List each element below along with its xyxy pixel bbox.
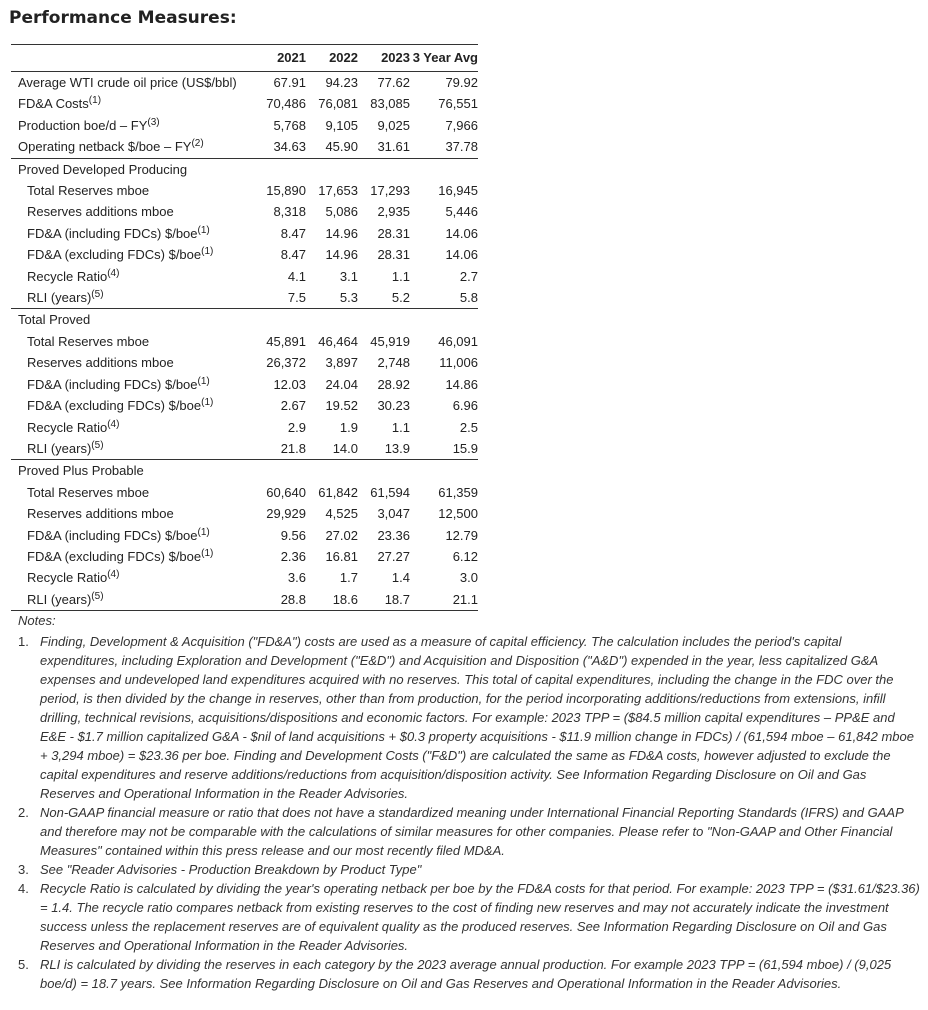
table-row [11, 201, 478, 222]
value-cell: 9,105 [325, 117, 358, 133]
row-label-text: FD&A (excluding FDCs) $/boe [27, 247, 202, 263]
value-cell: 31.61 [358, 136, 410, 158]
footnote-ref: (4) [107, 569, 120, 581]
value-cell: 3,897 [325, 355, 358, 371]
value-cell: 14.96 [325, 225, 358, 241]
notes-title: Notes: [18, 613, 56, 628]
value-cell: 3,047 [377, 506, 410, 522]
value-cell: 2.67 [280, 398, 306, 414]
section-title: Proved Developed Producing [18, 161, 188, 177]
row-label [11, 395, 251, 416]
row-label [11, 287, 251, 309]
row-label [11, 374, 251, 395]
table-row [11, 331, 478, 352]
value-cell: 76,081 [318, 96, 358, 112]
value-cell: 61,359 [438, 484, 478, 500]
footnote-ref: (2) [191, 138, 204, 150]
notes-list [18, 632, 922, 993]
footnote-ref: (1) [201, 547, 214, 559]
row-label-text: FD&A (excluding FDCs) $/boe [27, 398, 202, 414]
value-cell: 5,086 [325, 204, 358, 220]
value-cell: 2.36 [280, 548, 306, 564]
footnote-ref: (1) [197, 526, 210, 538]
value-cell: 26,372 [266, 355, 306, 371]
row-label [11, 201, 251, 222]
value-cell: 23.36 [377, 527, 410, 543]
value-cell: 6.96 [452, 398, 478, 414]
performance-table [11, 44, 478, 611]
row-label [11, 331, 251, 352]
value-cell: 34.63 [251, 136, 306, 158]
value-cell: 79.92 [410, 72, 478, 94]
value-cell: 15,890 [266, 183, 306, 199]
row-label-text: RLI (years) [27, 290, 92, 306]
value-cell: 46,464 [318, 333, 358, 349]
value-cell: 27.27 [377, 548, 410, 564]
row-label-text: RLI (years) [27, 591, 92, 607]
table-row [11, 223, 478, 244]
row-label [11, 503, 251, 524]
value-cell: 12,500 [438, 506, 478, 522]
header-cell: 2023 [358, 45, 410, 72]
note-item [18, 632, 922, 803]
footnote-ref: (4) [107, 267, 120, 279]
section-title: Proved Plus Probable [18, 463, 144, 479]
section-header-row [11, 309, 478, 331]
value-cell: 12.03 [273, 376, 306, 392]
value-cell: 14.86 [445, 376, 478, 392]
value-cell: 1.1 [391, 268, 410, 284]
header-cell: 3 Year Avg [410, 45, 478, 72]
row-label [11, 438, 251, 460]
value-cell: 60,640 [266, 484, 306, 500]
table-row [11, 525, 478, 546]
footnote-ref: (1) [88, 95, 102, 107]
table-row [11, 266, 478, 287]
row-label-text: Reserves additions mboe [27, 355, 174, 371]
table-row [11, 417, 478, 438]
value-cell: 28.8 [251, 589, 306, 611]
value-cell: 2.5 [459, 419, 478, 435]
value-cell: 45.90 [306, 136, 358, 158]
note-item [18, 803, 922, 860]
row-label-text: Reserves additions mboe [27, 506, 174, 522]
note-text: Recycle Ratio is calculated by dividing the year's operating netback per boe by the FD&A costs for that period. For example: 2023 TPP = ($31.61/$23.36) = 1.4. The recycle ratio compares netback from existing reserves to the cost of finding new reserves and may not accurately indicate the investment success unless the replacement reserves are of equivalent quality as the produced reserves. See Information Regarding Disclosure on Oil and Gas Reserves and Operational Information in the Reader Advisories. [40, 881, 920, 953]
value-cell: 9,025 [377, 117, 410, 133]
value-cell: 4.1 [287, 268, 306, 284]
row-label-text: RLI (years) [27, 440, 92, 456]
value-cell: 5.8 [410, 287, 478, 309]
value-cell: 45,891 [266, 333, 306, 349]
table-row [11, 72, 478, 94]
row-label-text: Production boe/d – FY [18, 117, 148, 133]
row-label-text: Recycle Ratio [27, 268, 108, 284]
row-label-text: Operating netback $/boe – FY [18, 139, 192, 155]
value-cell: 16.81 [325, 548, 358, 564]
value-cell: 5.3 [306, 287, 358, 309]
table-row [11, 93, 478, 114]
footnote-ref: (1) [201, 246, 214, 258]
value-cell: 61,594 [370, 484, 410, 500]
table-row [11, 395, 478, 416]
row-label [11, 93, 251, 114]
value-cell: 37.78 [410, 136, 478, 158]
table-row [11, 438, 478, 460]
value-cell: 19.52 [325, 398, 358, 414]
row-label [11, 223, 251, 244]
table-row [11, 503, 478, 524]
value-cell: 8,318 [273, 204, 306, 220]
section-header-row [11, 158, 478, 180]
section-header-row [11, 460, 478, 482]
value-cell: 21.1 [410, 589, 478, 611]
footnote-ref: (4) [107, 418, 120, 430]
value-cell: 2.9 [287, 419, 306, 435]
row-label-text: FD&A (including FDCs) $/boe [27, 527, 198, 543]
footnote-ref: (5) [91, 590, 104, 602]
note-item [18, 955, 922, 993]
value-cell: 29,929 [266, 506, 306, 522]
table-row [11, 482, 478, 503]
row-label [11, 72, 251, 94]
page-title: Performance Measures: [9, 8, 237, 28]
value-cell: 18.6 [306, 589, 358, 611]
footnote-ref: (1) [197, 224, 210, 236]
row-label [11, 136, 251, 158]
value-cell: 76,551 [438, 96, 478, 112]
footnote-ref: (5) [91, 439, 104, 451]
performance-table-body [11, 45, 478, 611]
row-label [11, 417, 251, 438]
value-cell: 8.47 [280, 225, 306, 241]
value-cell: 8.47 [280, 247, 306, 263]
row-label [11, 546, 251, 567]
value-cell: 1.4 [391, 570, 410, 586]
value-cell: 5.2 [358, 287, 410, 309]
value-cell: 28.31 [377, 247, 410, 263]
row-label-text: Recycle Ratio [27, 419, 108, 435]
value-cell: 28.92 [377, 376, 410, 392]
value-cell: 14.06 [445, 225, 478, 241]
value-cell: 1.1 [391, 419, 410, 435]
row-label-text: Reserves additions mboe [27, 204, 174, 220]
table-row [11, 136, 478, 158]
value-cell: 17,293 [370, 183, 410, 199]
row-label [11, 180, 251, 201]
value-cell: 3.0 [459, 570, 478, 586]
row-label-text: Total Reserves mboe [27, 183, 150, 199]
table-row [11, 567, 478, 588]
value-cell: 2,748 [377, 355, 410, 371]
value-cell: 1.7 [339, 570, 358, 586]
value-cell: 28.31 [377, 225, 410, 241]
value-cell: 13.9 [358, 438, 410, 460]
table-row [11, 287, 478, 309]
value-cell: 30.23 [377, 398, 410, 414]
note-number: 3. [18, 862, 29, 877]
row-label [11, 482, 251, 503]
value-cell: 3.1 [339, 268, 358, 284]
row-label-text: Total Reserves mboe [27, 484, 150, 500]
row-label [11, 266, 251, 287]
value-cell: 5,446 [445, 204, 478, 220]
note-number: 5. [18, 957, 29, 972]
section-title: Total Proved [18, 312, 91, 328]
row-label-text: FD&A (including FDCs) $/boe [27, 225, 198, 241]
note-text: RLI is calculated by dividing the reserves in each category by the 2023 average annual production. For example 2023 TPP = (61,594 mboe) / (9,025 boe/d) = 18.7 years. See Information Regarding Disclosure on Oil and Gas Reserves and Operational Information in the Reader Advisories. [40, 957, 892, 991]
value-cell: 5,768 [273, 117, 306, 133]
footnote-ref: (3) [147, 116, 160, 128]
value-cell: 14.06 [445, 247, 478, 263]
row-label-text: Recycle Ratio [27, 570, 108, 586]
value-cell: 2,935 [377, 204, 410, 220]
table-row [11, 244, 478, 265]
note-number: 2. [18, 805, 29, 820]
value-cell: 18.7 [358, 589, 410, 611]
value-cell: 7.5 [251, 287, 306, 309]
table-row [11, 374, 478, 395]
value-cell: 46,091 [438, 333, 478, 349]
value-cell: 77.62 [358, 72, 410, 94]
value-cell: 83,085 [370, 96, 410, 112]
value-cell: 11,006 [439, 355, 478, 371]
value-cell: 61,842 [318, 484, 358, 500]
row-label [11, 589, 251, 611]
header-cell: 2022 [306, 45, 358, 72]
value-cell: 14.96 [325, 247, 358, 263]
row-label-text: Average WTI crude oil price (US$/bbl) [18, 75, 237, 90]
note-text: Finding, Development & Acquisition ("FD&A") costs are used as a measure of capital efficiency. The calculation includes the period's capital expenditures, including Exploration and Development ("E&D") and Acquisition and Disposition ("A&D") expended in the year, less capitalized G&A expenses and undeveloped land expenditures acquired with no reserves. This total of capital expenditures, including the change in the FDC over the period, is then divided by the change in reserves, other than from production, for the period incorporating additions/reductions from extensions, infill drilling, technical revisions, acquisitions/dispositions and economic factors. For example: 2023 TPP = ($84.5 million capital expenditures – PP&E and E&E - $1.7 million capitalized G&A - $nil of land acquisitions + $0.3 property acquisitions - $11.9 million change in FDCs) / (61,594 mboe – 61,842 mboe + 3,294 mboe) = $23.36 per boe. Finding and Development Costs ("F&D") are calculated the same as FD&A costs, however adjusted to exclude the capital expenditures and reserve additions/reductions from acquisition/disposition activity. See Information Regarding Disclosure on Oil and Gas Reserves and Operational Information in the Reader Advisories. [40, 634, 914, 801]
row-label [11, 244, 251, 265]
row-label-text: FD&A (excluding FDCs) $/boe [27, 548, 202, 564]
value-cell: 27.02 [325, 527, 358, 543]
table-row [11, 546, 478, 567]
table-row [11, 589, 478, 611]
footnote-ref: (1) [201, 397, 214, 409]
value-cell: 16,945 [438, 183, 478, 199]
note-number: 4. [18, 881, 29, 896]
footnote-ref: (1) [197, 375, 210, 387]
header-cell: 2021 [251, 45, 306, 72]
value-cell: 45,919 [370, 333, 410, 349]
value-cell: 21.8 [251, 438, 306, 460]
value-cell: 9.56 [280, 527, 306, 543]
table-row [11, 352, 478, 373]
value-cell: 70,486 [266, 96, 306, 112]
value-cell: 7,966 [445, 117, 478, 133]
value-cell: 2.7 [459, 268, 478, 284]
row-label-text: Total Reserves mboe [27, 333, 150, 349]
value-cell: 17,653 [318, 183, 358, 199]
value-cell: 15.9 [410, 438, 478, 460]
table-header-row [11, 45, 478, 72]
row-label-text: FD&A (including FDCs) $/boe [27, 376, 198, 392]
note-item [18, 879, 922, 955]
note-text: Non-GAAP financial measure or ratio that does not have a standardized meaning under International Financial Reporting Standards (IFRS) and GAAP and therefore may not be comparable with the calculations of similar measures for other companies. Please refer to "Non-GAAP and Other Financial Measures" contained within this press release and our most recently filed MD&A. [40, 805, 904, 858]
value-cell: 24.04 [325, 376, 358, 392]
note-item [18, 860, 922, 879]
value-cell: 6.12 [452, 548, 478, 564]
row-label [11, 115, 251, 136]
value-cell: 4,525 [325, 506, 358, 522]
note-text: See "Reader Advisories - Production Breakdown by Product Type" [40, 862, 422, 877]
value-cell: 94.23 [306, 72, 358, 94]
note-number: 1. [18, 634, 29, 649]
header-cell [11, 45, 251, 72]
row-label [11, 525, 251, 546]
value-cell: 67.91 [251, 72, 306, 94]
footnote-ref: (5) [91, 289, 104, 301]
row-label [11, 352, 251, 373]
value-cell: 1.9 [339, 419, 358, 435]
table-row [11, 180, 478, 201]
row-label-text: FD&A Costs [18, 96, 89, 112]
table-row [11, 115, 478, 136]
row-label [11, 567, 251, 588]
value-cell: 12.79 [445, 527, 478, 543]
value-cell: 14.0 [306, 438, 358, 460]
value-cell: 3.6 [287, 570, 306, 586]
